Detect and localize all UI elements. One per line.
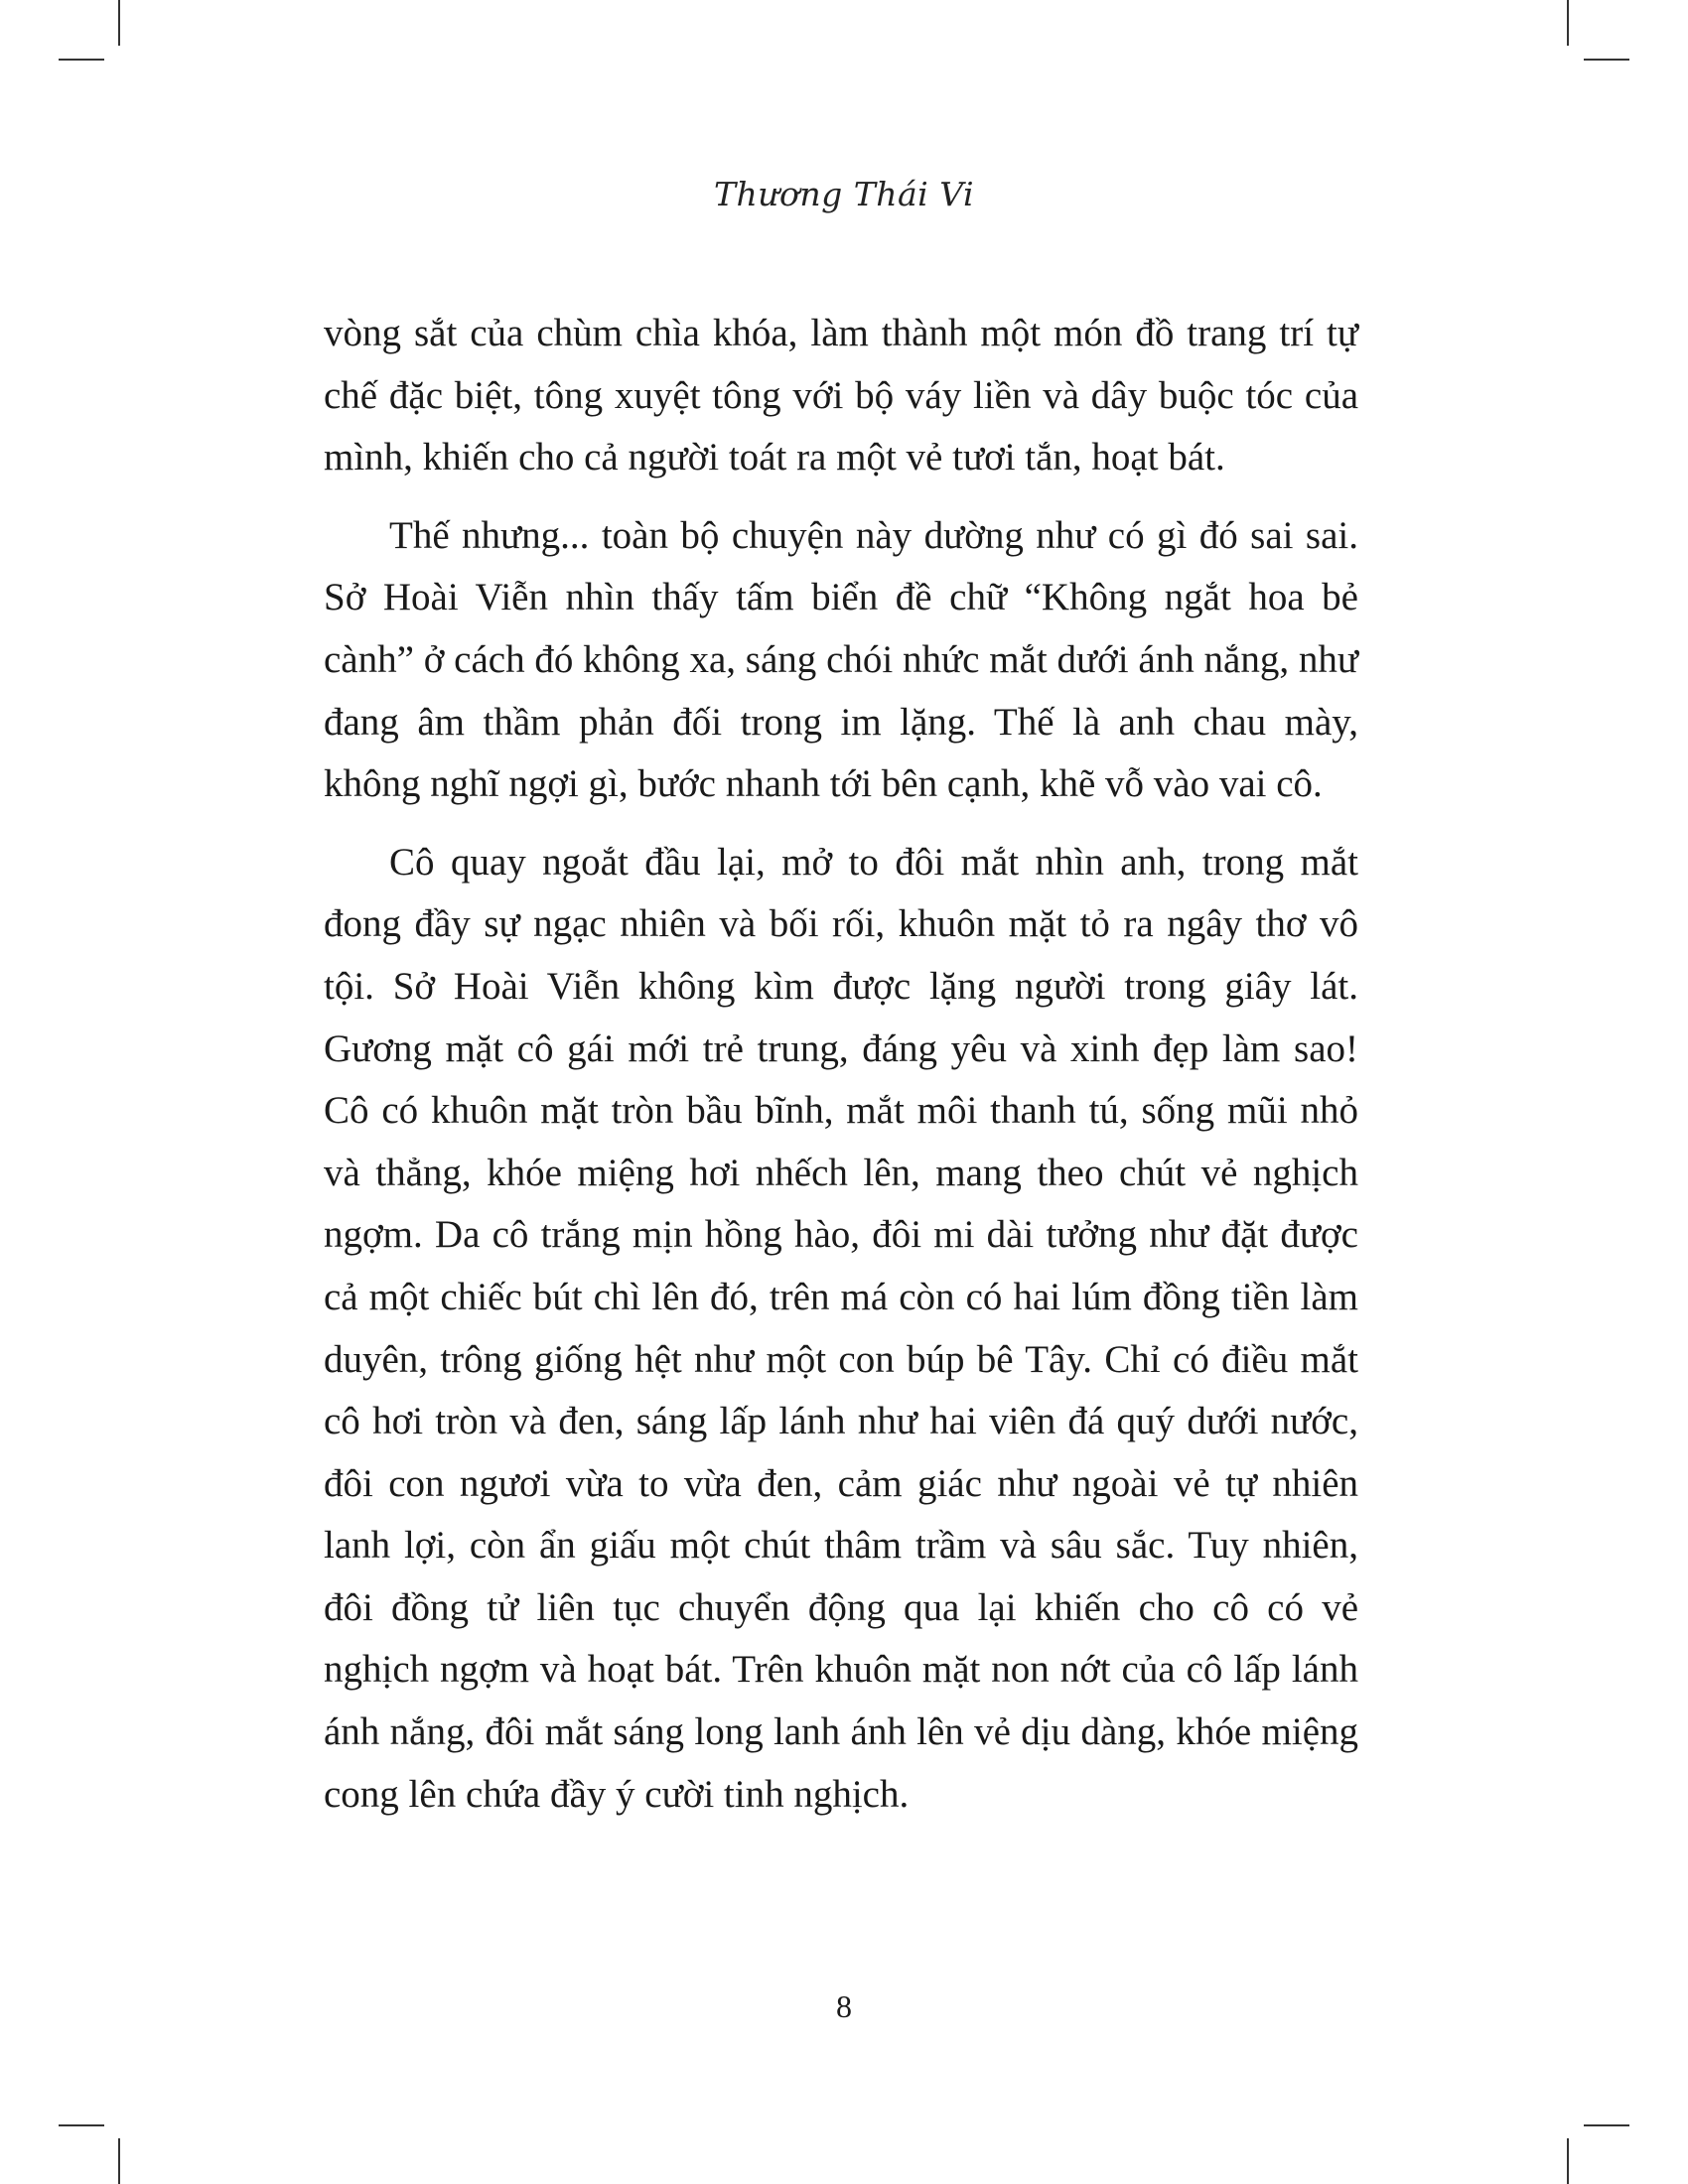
body-text <box>324 303 1358 1842</box>
page-number: 8 <box>836 1988 852 2024</box>
crop-mark-top-left-vertical <box>118 0 120 46</box>
crop-mark-top-right-vertical <box>1567 0 1569 46</box>
crop-mark-top-left-horizontal <box>59 59 104 61</box>
paragraph: Cô quay ngoắt đầu lại, mở to đôi mắt nhìn anh, trong mắt đong đầy sự ngạc nhiên và bối rối, khuôn mặt tỏ ra ngây thơ vô tội. Sở Hoài Viễn không kìm được lặng người trong giây lát. Gương mặt cô gái mới trẻ trung, đáng yêu và xinh đẹp làm sao! Cô có khuôn mặt tròn bầu bĩnh, mắt môi thanh tú, sống mũi nhỏ và thẳng, khóe miệng hơi nhếch lên, mang theo chút vẻ nghịch ngợm. Da cô trắng mịn hồng hào, đôi mi dài tưởng như đặt được cả một chiếc bút chì lên đó, trên má còn có hai lúm đồng tiền làm duyên, trông giống hệt như một con búp bê Tây. Chỉ có điều mắt cô hơi tròn và đen, sáng lấp lánh như hai viên đá quý dưới nước, đôi con ngươi vừa to vừa đen, cảm giác như ngoài vẻ tự nhiên lanh lợi, còn ẩn giấu một chút thâm trầm và sâu sắc. Tuy nhiên, đôi đồng tử liên tục chuyển động qua lại khiến cho cô có vẻ nghịch ngợm và hoạt bát. Trên khuôn mặt non nớt của cô lấp lánh ánh nắng, đôi mắt sáng long lanh ánh lên vẻ dịu dàng, khóe miệng cong lên chứa đầy ý cười tinh nghịch. <box>324 840 1358 1816</box>
crop-mark-bottom-right-vertical <box>1567 2138 1569 2184</box>
crop-mark-bottom-right-horizontal <box>1584 2124 1629 2126</box>
paragraph: Thế nhưng... toàn bộ chuyện này dường như có gì đó sai sai. Sở Hoài Viễn nhìn thấy tấm biển đề chữ “Không ngắt hoa bẻ cành” ở cách đó không xa, sáng chói nhức mắt dưới ánh nắng, như đang âm thầm phản đối trong im lặng. Thế là anh chau mày, không nghĩ ngợi gì, bước nhanh tới bên cạnh, khẽ vỗ vào vai cô. <box>324 513 1358 806</box>
running-head-title: Thương Thái Vi <box>713 175 975 213</box>
paragraph-continued: vòng sắt của chùm chìa khóa, làm thành một món đồ trang trí tự chế đặc biệt, tông xuyệt tông với bộ váy liền và dây buộc tóc của mình, khiến cho cả người toát ra một vẻ tươi tắn, hoạt bát. <box>324 312 1358 479</box>
crop-mark-top-right-horizontal <box>1584 59 1629 61</box>
crop-mark-bottom-left-vertical <box>118 2138 120 2184</box>
crop-mark-bottom-left-horizontal <box>59 2124 104 2126</box>
